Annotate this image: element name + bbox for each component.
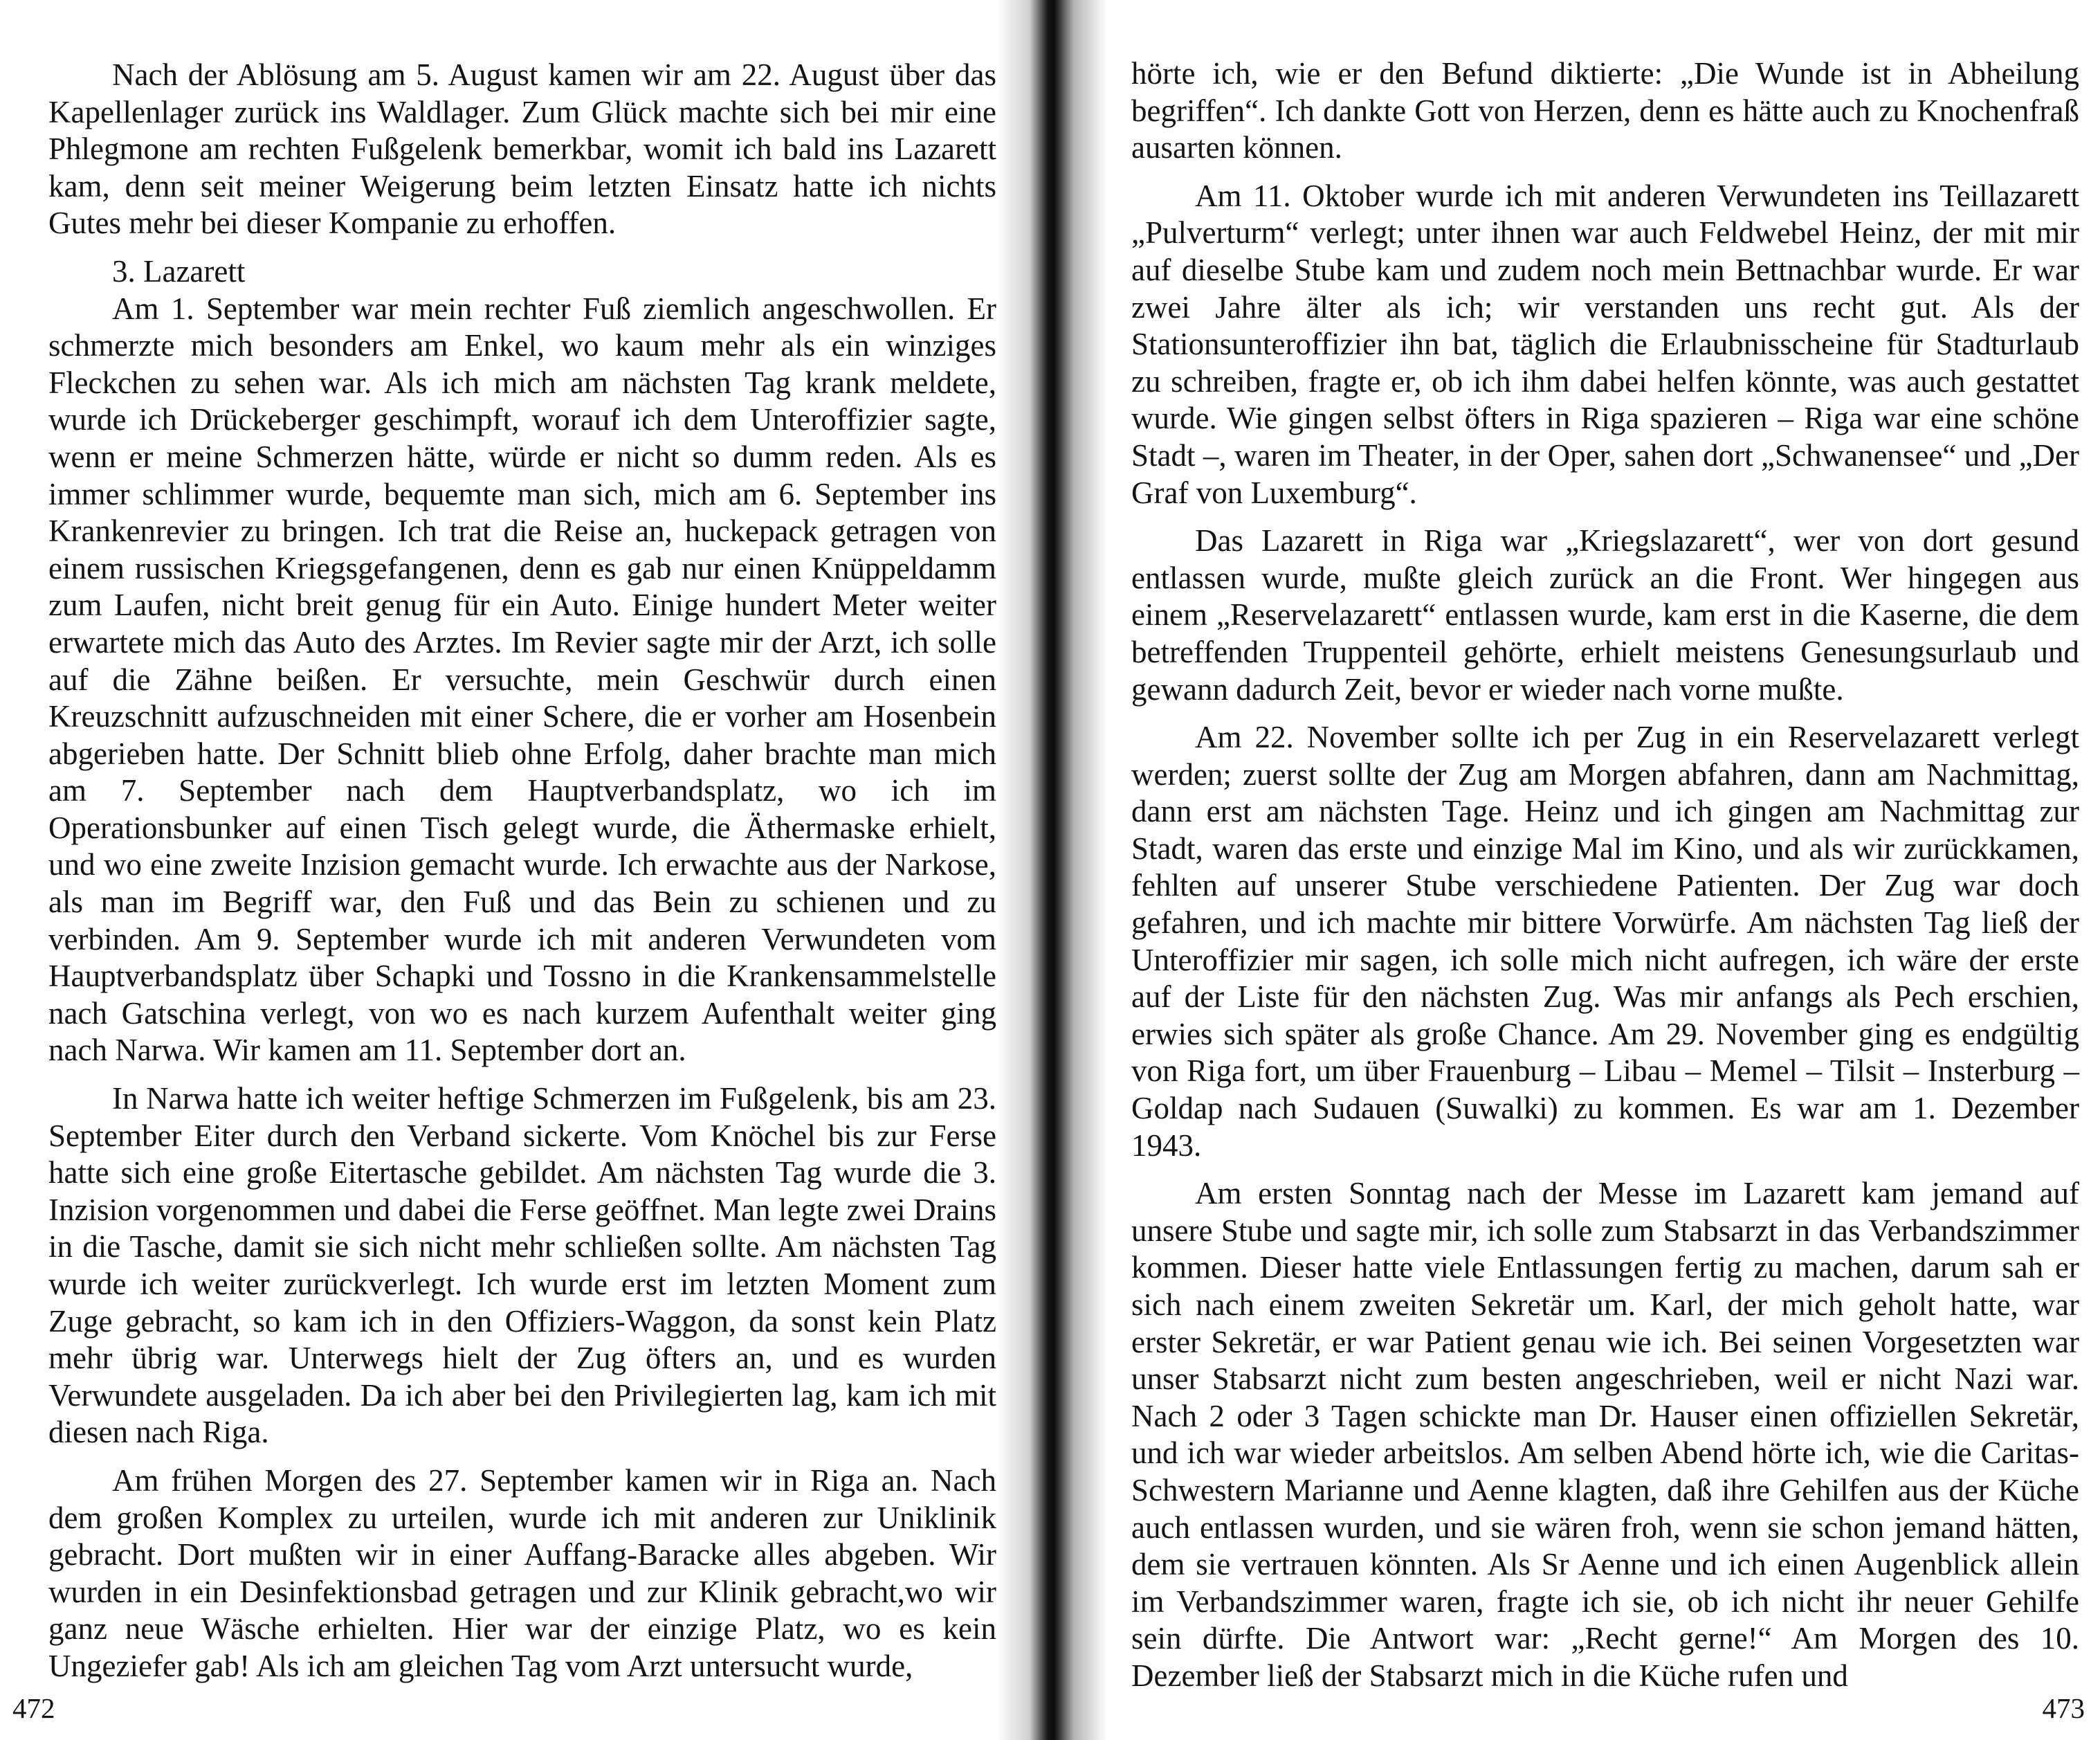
paragraph: In Narwa hatte ich weiter heftige Schmerzen im Fußgelenk, bis am 23. September Eiter durch den Verband sickerte. Vom Knöchel bis zur Ferse hatte sich eine große Eitertasche gebildet. Am nächsten Tag wurde die 3. Inzision vorgenommen und dabei die Ferse geöffnet. Man legte zwei Drains in die Tasche, damit sie sich nicht mehr schließen sollte. Am nächsten Tag wurde ich weiter zurückverlegt. Ich wurde erst im letzten Moment zum Zuge gebracht, so kam ich in den Offiziers-Waggon, da sonst kein Platz mehr übrig war. Unterwegs hielt der Zug öfters an, und es wurden Verwundete ausgeladen. Da ich aber bei den Privilegierten lag, kam ich mit diesen nach Riga. — [48, 1081, 996, 1450]
page-number: 473 — [2042, 1692, 2085, 1724]
right-page-text — [1131, 55, 2079, 1695]
paragraph: Das Lazarett in Riga war „Kriegslazarett“, wer von dort gesund entlassen wurde, mußte gleich zurück an die Front. Wer hingegen aus einem „Reservelazarett“ entlassen wurde, kam erst in die Kaserne, die dem betreffenden Truppenteil gehörte, erhielt meistens Genesungsurlaub und gewann dadurch Zeit, bevor er wieder nach vorne mußte. — [1131, 523, 2079, 707]
page-number: 472 — [12, 1692, 55, 1724]
paragraph: Nach der Ablösung am 5. August kamen wir am 22. August über das Kapellenlager zurück ins Waldlager. Zum Glück machte sich bei mir eine Phlegmone am rechten Fußgelenk bemerkbar, womit ich bald ins Lazarett kam, denn seit meiner Weigerung beim letzten Einsatz hatte ich nichts Gutes mehr bei dieser Kompanie zu erhoffen. — [48, 57, 996, 241]
book-gutter-shadow — [996, 0, 1107, 1740]
paragraph: Am 22. November sollte ich per Zug in ein Reservelazarett verlegt werden; zuerst sollte der Zug am Morgen abfahren, dann am Nachmittag, dann erst am nächsten Tage. Heinz und ich gingen am Nachmittag zur Stadt, waren das erste und einzige Mal im Kino, und als wir zurückkamen, fehlten auf unserer Stube verschiedene Patienten. Der Zug war doch gefahren, und ich machte mir bittere Vorwürfe. Am nächsten Tag ließ der Unteroffizier mir sagen, ich solle mich nicht aufregen, ich wäre der erste auf der Liste für den nächsten Zug. Was mir anfangs als Pech erschien, erwies sich später als große Chance. Am 29. November ging es endgültig von Riga fort, um über Frauenburg – Libau – Memel – Tilsit – Insterburg – Goldap nach Sudauen (Suwalki) zu kommen. Es war am 1. Dezember 1943. — [1131, 720, 2079, 1163]
left-page — [0, 0, 1031, 1740]
right-page — [1069, 0, 2100, 1740]
paragraph: Am 1. September war mein rechter Fuß ziemlich angeschwollen. Er schmerzte mich besonders am Enkel, wo kaum mehr als ein winziges Fleckchen zu sehen war. Als ich mich am nächsten Tag krank meldete, wurde ich Drückeberger geschimpft, worauf ich dem Unteroffizier sagte, wenn er meine Schmerzen hätte, würde er nicht so dumm reden. Als es immer schlimmer wurde, bequemte man sich, mich am 6. September ins Krankenrevier zu bringen. Ich trat die Reise an, huckepack getragen von einem russischen Kriegsgefangenen, denn es gab nur einen Knüppeldamm zum Laufen, nicht breit genug für ein Auto. Einige hundert Meter weiter erwartete mich das Auto des Arztes. Im Revier sagte mir der Arzt, ich solle auf die Zähne beißen. Er versuchte, mein Geschwür durch einen Kreuzschnitt aufzuschneiden mit einer Schere, die er vorher am Hosenbein abgerieben hatte. Der Schnitt blieb ohne Erfolg, daher brachte man mich am 7. September nach dem Hauptverbandsplatz, wo ich im Operationsbunker auf einen Tisch gelegt wurde, die Äthermaske erhielt, und wo eine zweite Inzision gemacht wurde. Ich erwachte aus der Narkose, als man im Begriff war, den Fuß und das Bein zu schienen und zu verbinden. Am 9. September wurde ich mit anderen Verwundeten vom Hauptverbandsplatz über Schapki und Tossno in die Krankensammelstelle nach Gatschina verlegt, von wo es nach kurzem Aufenthalt weiter ging nach Narwa. Wir kamen am 11. September dort an. — [48, 291, 996, 1068]
left-page-text — [48, 57, 996, 1685]
paragraph: Am ersten Sonntag nach der Messe im Lazarett kam jemand auf unsere Stube und sagte mir, ich solle zum Stabsarzt in das Verbandszimmer kommen. Dieser hatte viele Entlassungen fertig zu machen, darum sah er sich nach einem zweiten Sekretär um. Karl, der mich geholt hatte, war erster Sekretär, er war Patient genau wie ich. Bei seinen Vorgesetzten war unser Stabsarzt nicht zum besten angeschrieben, weil er nicht Nazi war. Nach 2 oder 3 Tagen schickte man Dr. Hauser einen offiziellen Sekretär, und ich war wieder arbeitslos. Am selben Abend hörte ich, wie die Caritas-Schwestern Marianne und Aenne klagten, daß ihre Gehilfen aus der Küche auch entlassen wurden, und sie wären froh, wenn sie schon jemand hätten, dem sie vertrauen könnten. Als Sr Aenne und ich einen Augenblick allein im Verbandszimmer waren, fragte ich sie, ob ich nicht ihr neuer Gehilfe sein dürfte. Die Antwort war: „Recht gerne!“ Am Morgen des 10. Dezember ließ der Stabsarzt mich in die Küche rufen und — [1131, 1176, 2079, 1693]
paragraph: hörte ich, wie er den Befund diktierte: „Die Wunde ist in Abheilung begriffen“. Ich dankte Gott von Herzen, denn es hätte auch zu Knochenfraß ausarten können. — [1131, 56, 2079, 165]
section-heading: 3. Lazarett — [112, 253, 246, 289]
paragraph: Am 11. Oktober wurde ich mit anderen Verwundeten ins Teillazarett „Pulverturm“ verlegt; unter ihnen war auch Feldwebel Heinz, der mit mir auf dieselbe Stube kam und zudem noch mein Bettnachbar wurde. Er war zwei Jahre älter als ich; wir verstanden uns recht gut. Als der Stationsunteroffizier ihn bat, täglich die Erlaubnisscheine für Stadturlaub zu schreiben, fragte er, ob ich ihm dabei helfen könnte, was auch gestattet wurde. Wie gingen selbst öfters in Riga spazieren – Riga war eine schöne Stadt –, waren im Theater, in der Oper, sahen dort „Schwanensee“ und „Der Graf von Luxemburg“. — [1131, 178, 2079, 510]
paragraph: Am frühen Morgen des 27. September kamen wir in Riga an. Nach dem großen Komplex zu urteilen, wurde ich mit anderen zur Uniklinik gebracht. Dort mußten wir in einer Auffang-Baracke alles abgeben. Wir wurden in ein Desinfektionsbad getragen und zur Klinik gebracht,wo wir ganz neue Wäsche erhielten. Hier war der einzige Platz, wo es kein Ungeziefer gab! Als ich am gleichen Tag vom Arzt untersucht wurde, — [48, 1462, 996, 1683]
